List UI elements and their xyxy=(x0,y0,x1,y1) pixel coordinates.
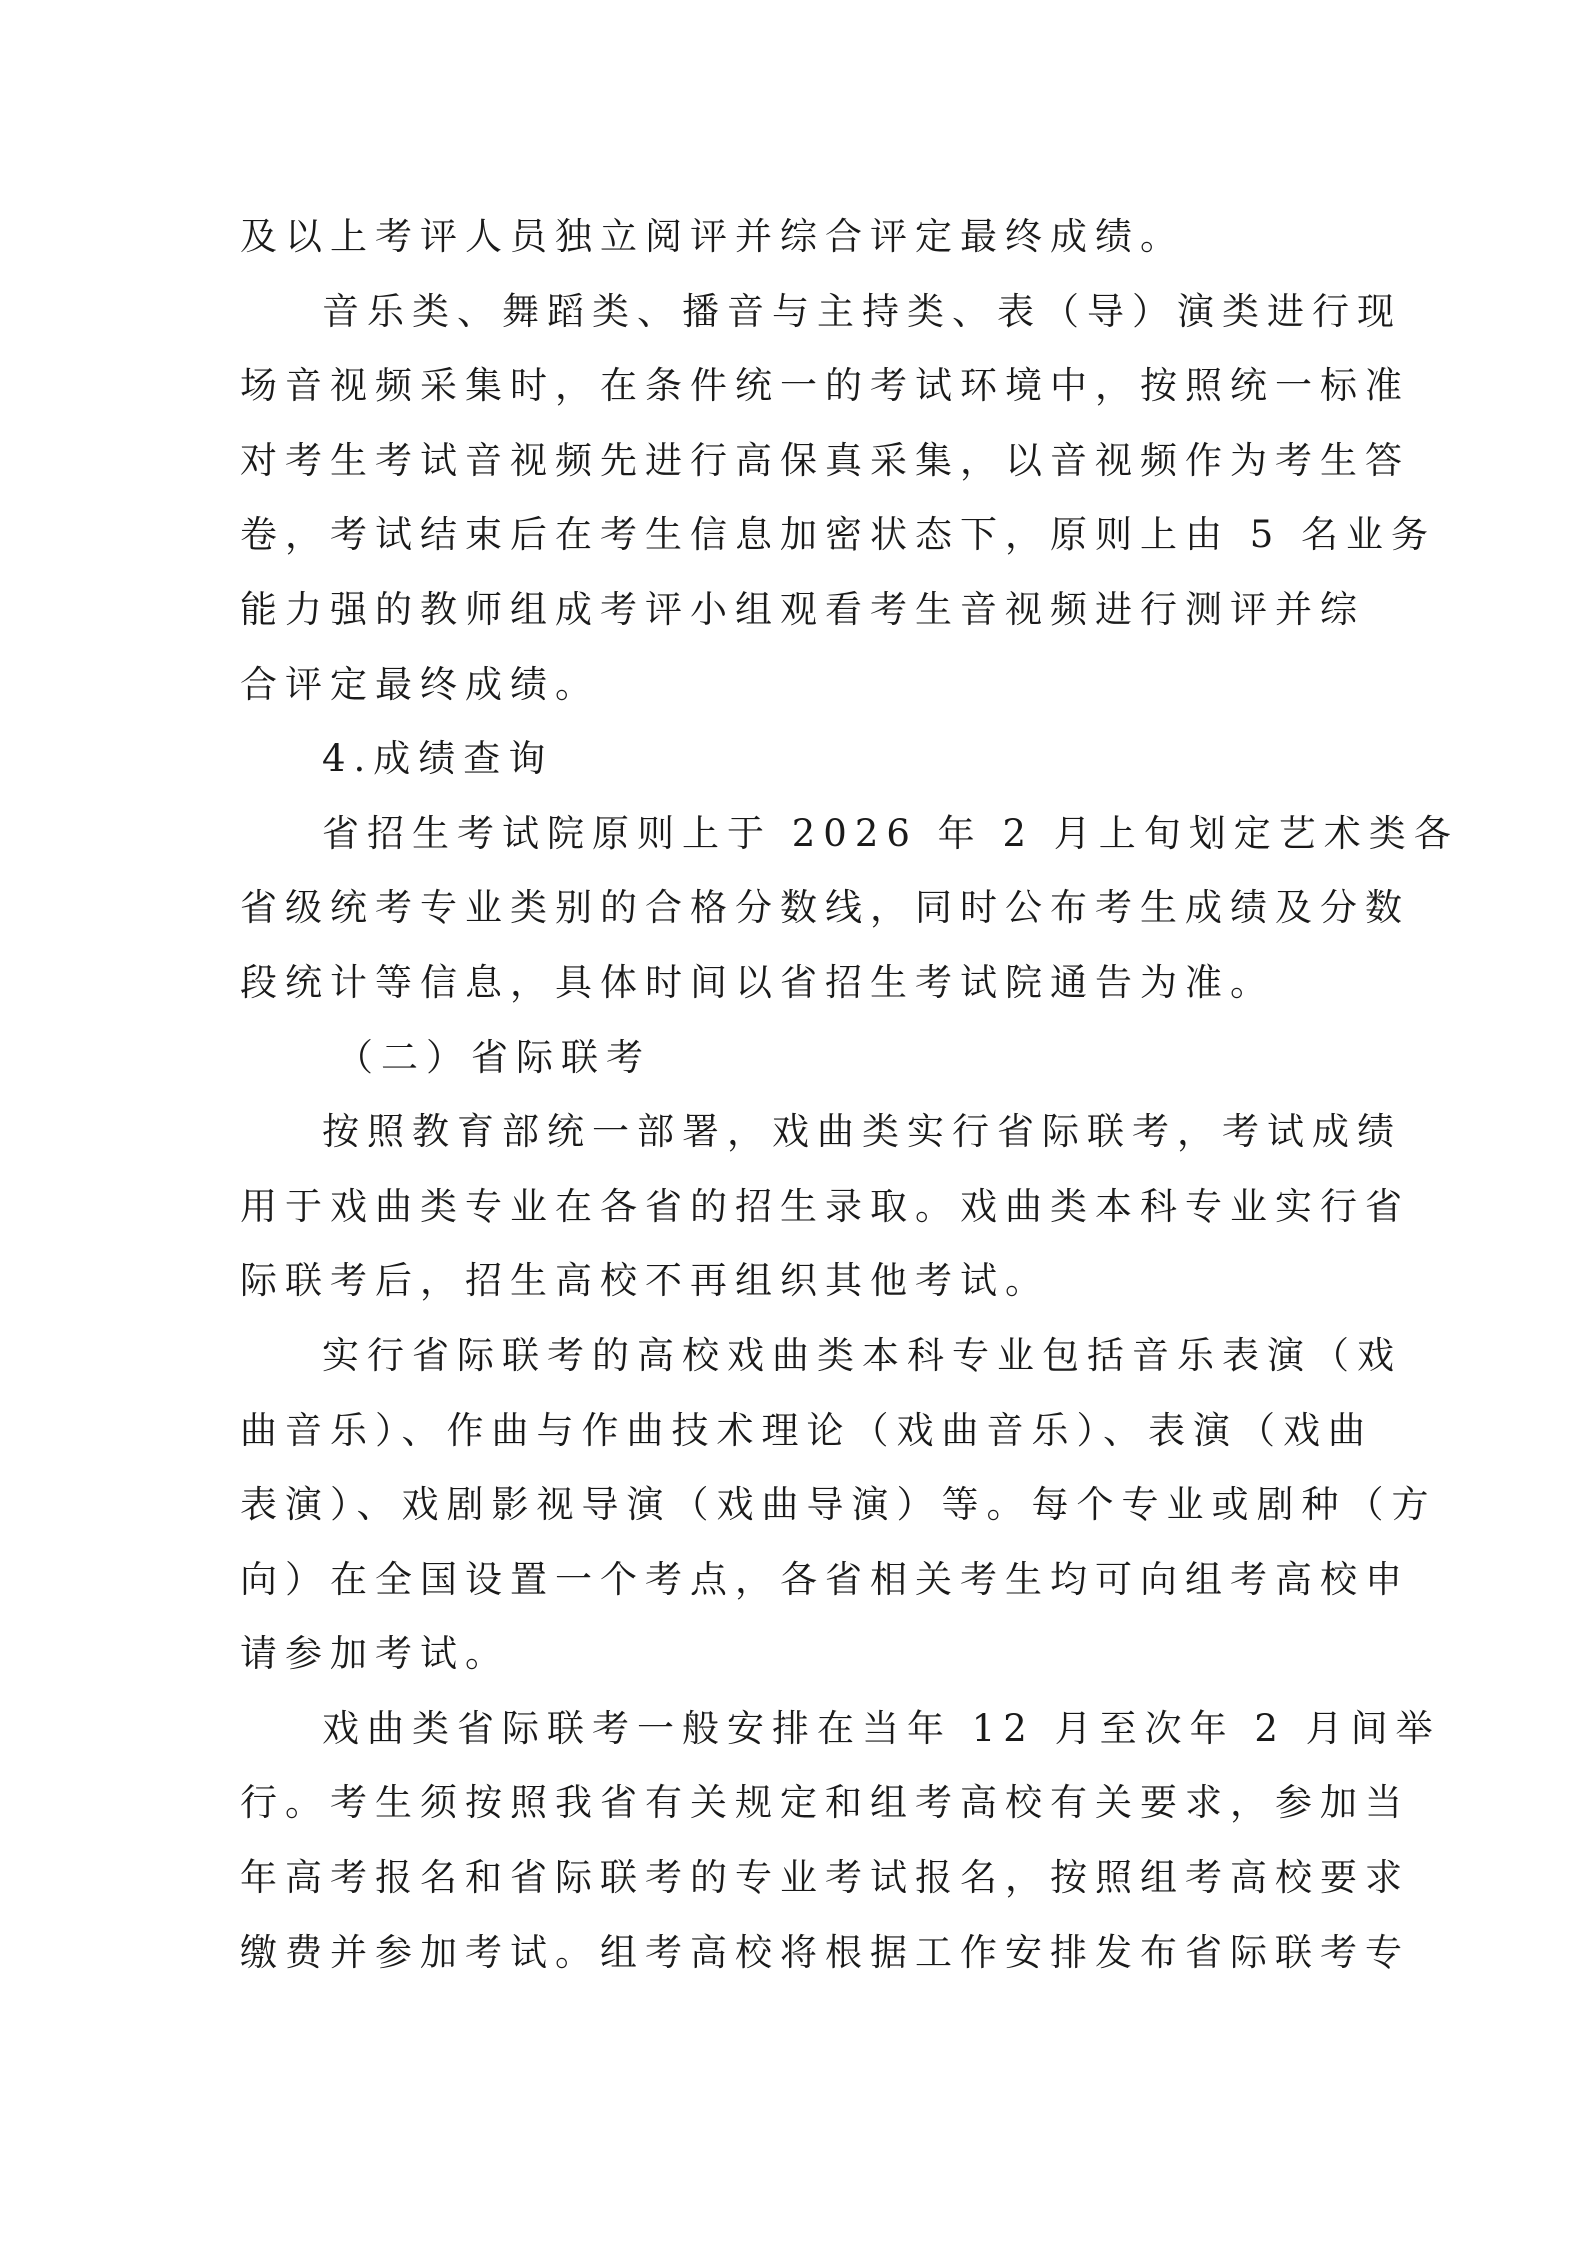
paragraph-line: 卷，考试结束后在考生信息加密状态下，原则上由 5 名业务 xyxy=(240,513,1437,557)
paragraph-line: 音乐类、舞蹈类、播音与主持类、表（导）演类进行现 xyxy=(322,289,1402,333)
paragraph-line: 行。考生须按照我省有关规定和组考高校有关要求，参加当 xyxy=(240,1781,1410,1825)
paragraph-line: 合评定最终成绩。 xyxy=(240,662,600,706)
section-heading: （二）省际联考 xyxy=(336,1035,651,1079)
paragraph-line: 缴费并参加考试。组考高校将根据工作安排发布省际联考专 xyxy=(240,1930,1410,1974)
paragraph-line: 按照教育部统一部署，戏曲类实行省际联考，考试成绩 xyxy=(322,1110,1402,1154)
paragraph-line: 段统计等信息，具体时间以省招生考试院通告为准。 xyxy=(240,960,1275,1004)
paragraph-line: 际联考后，招生高校不再组织其他考试。 xyxy=(240,1259,1050,1303)
paragraph-line: 戏曲类省际联考一般安排在当年 12 月至次年 2 月间举 xyxy=(322,1706,1441,1750)
paragraph-line: 对考生考试音视频先进行高保真采集，以音视频作为考生答 xyxy=(240,438,1410,482)
paragraph-line: 表演）、戏剧影视导演（戏曲导演）等。每个专业或剧种（方 xyxy=(240,1483,1437,1527)
paragraph-line: 请参加考试。 xyxy=(240,1632,510,1676)
paragraph-line: 场音视频采集时，在条件统一的考试环境中，按照统一标准 xyxy=(240,364,1410,408)
paragraph-line: 省级统考专业类别的合格分数线，同时公布考生成绩及分数 xyxy=(240,886,1410,930)
paragraph-line: 用于戏曲类专业在各省的招生录取。戏曲类本科专业实行省 xyxy=(240,1184,1410,1228)
paragraph-line: 年高考报名和省际联考的专业考试报名，按照组考高校要求 xyxy=(240,1856,1410,1900)
paragraph-line: 能力强的教师组成考评小组观看考生音视频进行测评并综 xyxy=(240,587,1365,631)
paragraph-line: 实行省际联考的高校戏曲类本科专业包括音乐表演（戏 xyxy=(322,1333,1402,1377)
section-heading: 4.成绩查询 xyxy=(322,737,554,781)
paragraph-line: 曲音乐）、作曲与作曲技术理论（戏曲音乐）、表演（戏曲 xyxy=(240,1408,1373,1452)
document-page xyxy=(240,200,1459,1990)
paragraph-line: 向）在全国设置一个考点，各省相关考生均可向组考高校申 xyxy=(240,1557,1410,1601)
paragraph-line: 及以上考评人员独立阅评并综合评定最终成绩。 xyxy=(240,215,1185,258)
paragraph-line: 省招生考试院原则上于 2026 年 2 月上旬划定艺术类各 xyxy=(322,811,1459,855)
